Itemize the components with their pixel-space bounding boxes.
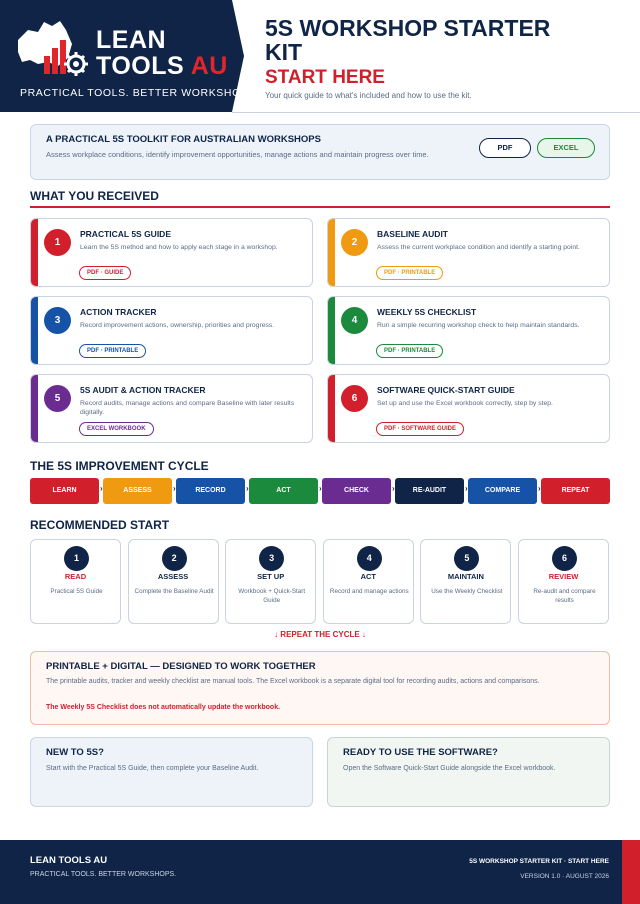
pdf-format-badge: PDF [479,138,531,158]
cycle-heading: THE 5S IMPROVEMENT CYCLE [30,459,209,473]
footer-red-strip [622,840,640,904]
logo-line-1: LEAN [96,26,167,54]
item-card [327,374,610,443]
printable-digital-panel [30,651,610,725]
card-title: ACTION TRACKER [80,307,157,317]
card-title: SOFTWARE QUICK-START GUIDE [377,385,515,395]
new-to-5s-panel [30,737,313,807]
step-number: 5 [454,546,479,571]
step-title: READ [64,572,87,581]
item-card [30,374,313,443]
step-description: Use the Weekly Checklist [431,588,503,595]
start-here-heading: START HERE [265,67,385,88]
received-heading: WHAT YOU RECEIVED [30,189,159,203]
card-description: Learn the 5S method and how to apply each stage in a workshop. [80,244,278,251]
card-color-bar [328,219,335,286]
item-card [30,296,313,365]
step-description: Re-audit and compare results [533,588,596,604]
card-title: WEEKLY 5S CHECKLIST [377,307,477,317]
recommended-step [225,539,316,624]
page-subtitle: Your quick guide to what's included and how to use the kit. [265,91,472,100]
step-number: 2 [162,546,187,571]
card-number: 6 [341,385,368,412]
card-format-tag: PDF · PRINTABLE [79,344,146,358]
recommended-step [323,539,414,624]
chevron-right-icon: › [392,484,395,493]
step-number: 3 [259,546,284,571]
recommended-step [30,539,121,624]
chevron-right-icon: › [538,484,541,493]
recommended-step [128,539,219,624]
card-number: 3 [44,307,71,334]
card-format-tag: PDF · SOFTWARE GUIDE [376,422,464,436]
header-divider [232,112,640,113]
cycle-step: RECORD [176,478,245,504]
chevron-right-icon: › [319,484,322,493]
intro-text: Assess workplace conditions, identify improvement opportunities, manage actions and maintain progress over time. [46,150,429,159]
recommended-step [420,539,511,624]
cycle-step: CHECK [322,478,391,504]
cycle-step: RE-AUDIT [395,478,464,504]
intro-panel [30,124,610,180]
step-title: ACT [360,572,376,581]
repeat-cycle-note: ↓ REPEAT THE CYCLE ↓ [274,630,366,639]
footer-tagline: PRACTICAL TOOLS. BETTER WORKSHOPS. [30,871,177,878]
item-card [327,296,610,365]
card-description: Assess the current workplace condition and identify a starting point. [377,244,580,251]
ready-software-panel [327,737,610,807]
footer-brand: LEAN TOOLS AU [30,855,108,866]
chevron-right-icon: › [173,484,176,493]
received-rule [30,206,610,208]
card-title: BASELINE AUDIT [377,229,448,239]
cycle-step: REPEAT [541,478,610,504]
card-number: 2 [341,229,368,256]
footer-doc-title: 5S WORKSHOP STARTER KIT · START HERE [469,858,609,865]
step-title: SET UP [257,572,285,581]
intro-heading: A PRACTICAL 5S TOOLKIT FOR AUSTRALIAN WORKSHOPS [46,134,321,145]
step-title: MAINTAIN [447,572,484,581]
card-color-bar [31,375,38,442]
card-format-tag: PDF · PRINTABLE [376,266,443,280]
step-description: Practical 5S Guide [50,588,103,595]
logo-tagline: PRACTICAL TOOLS. BETTER WORKSHOPS. [20,87,260,99]
card-format-tag: PDF · GUIDE [79,266,131,280]
step-number: 1 [64,546,89,571]
page-title: 5S WORKSHOP STARTER KIT [265,15,551,65]
card-title: 5S AUDIT & ACTION TRACKER [80,385,206,395]
card-number: 5 [44,385,71,412]
item-card [327,218,610,287]
card-format-tag: EXCEL WORKBOOK [79,422,154,436]
card-color-bar [31,297,38,364]
footer [0,840,640,904]
printable-digital-warning: The Weekly 5S Checklist does not automatically update the workbook. [46,704,281,711]
ready-software-heading: READY TO USE THE SOFTWARE? [343,747,498,758]
cycle-step: COMPARE [468,478,537,504]
step-description: Complete the Baseline Audit [134,588,214,595]
step-number: 4 [357,546,382,571]
card-color-bar [328,375,335,442]
card-format-tag: PDF · PRINTABLE [376,344,443,358]
new-to-5s-heading: NEW TO 5S? [46,747,104,758]
logo-line-2: TOOLS AU [96,52,228,80]
chevron-right-icon: › [100,484,103,493]
card-number: 1 [44,229,71,256]
printable-digital-heading: PRINTABLE + DIGITAL — DESIGNED TO WORK TOGETHER [46,661,316,672]
chevron-right-icon: › [465,484,468,493]
step-title: ASSESS [157,572,189,581]
step-description: Workbook + Quick-Start Guide [238,588,306,604]
step-description: Record and manage actions [329,588,409,595]
card-number: 4 [341,307,368,334]
excel-format-badge: EXCEL [537,138,595,158]
card-color-bar [328,297,335,364]
cycle-step: ACT [249,478,318,504]
printable-digital-text: The printable audits, tracker and weekly checklist are manual tools. The Excel workbook is a separate digital tool for recording audits, actions and comparisons. [46,678,540,685]
card-title: PRACTICAL 5S GUIDE [80,229,171,239]
australia-gear-logo-icon [14,18,90,78]
step-number: 6 [552,546,577,571]
card-description: Set up and use the Excel workbook correctly, step by step. [377,400,553,407]
card-description: Run a simple recurring workshop check to help maintain standards. [377,322,580,329]
chevron-right-icon: › [246,484,249,493]
recommended-heading: RECOMMENDED START [30,518,170,532]
footer-version: VERSION 1.0 · AUGUST 2026 [520,873,609,880]
card-description: Record audits, manage actions and compare Baseline with later results digitally. [80,400,295,416]
card-color-bar [31,219,38,286]
item-card [30,218,313,287]
card-description: Record improvement actions, ownership, priorities and progress. [80,322,275,329]
step-title: REVIEW [548,572,579,581]
cycle-step: LEARN [30,478,99,504]
cycle-step: ASSESS [103,478,172,504]
new-to-5s-text: Start with the Practical 5S Guide, then complete your Baseline Audit. [46,765,259,772]
recommended-step [518,539,609,624]
ready-software-text: Open the Software Quick-Start Guide alongside the Excel workbook. [343,765,556,772]
